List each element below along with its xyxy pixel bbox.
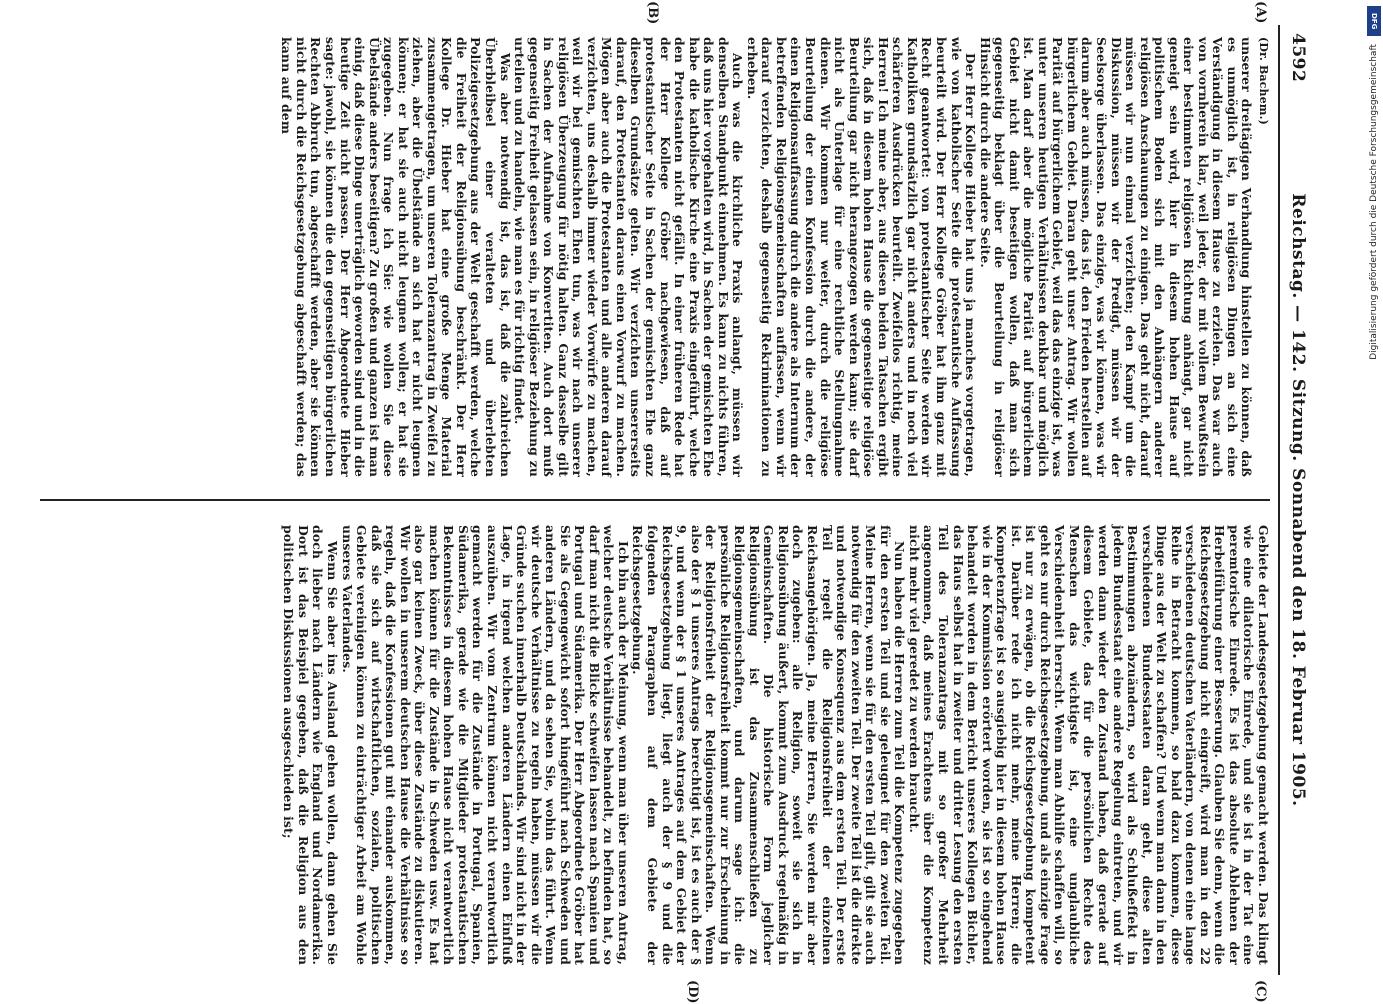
page-number: 4592 — [1288, 33, 1308, 83]
margin-marker-c: (C) — [1253, 980, 1268, 1003]
page-header — [1282, 25, 1310, 975]
left-column — [279, 37, 1270, 477]
header-rule — [1278, 25, 1280, 975]
margin-marker-b: (B) — [645, 1, 660, 25]
paragraph: Der Herr Kollege Hieber hat uns ja manches vorgetragen, wie von katholischer Seite die protestantische Auffassung beurteilt wird. Der Herr Kollege Gröber hat ihm ganz mit Recht geantwortet: von protestantischer Seite werden wir Katholiken grundsätzlich gar nicht anders und in noch viel schärferen Ausdrücken beurteilt. Zweifellos richtig, meine Herren! Ich meine aber, aus diesen beiden Tatsachen ergibt sich, daß in diesem hohen Hause die gegenseitige religiöse Beurteilung gar nicht herangezogen werden kann; sie darf nicht als Unterlage für eine rechtliche Stellungnahme dienen. Wir kommen nur weiter, durch die religiöse Beurteilung der einen Konfession durch die andere, der einen Religionsauffassung durch die andere als Internum der betreffenden Religionsgemeinschaften auffassen, wenn wir darauf verzichten, deshalb gegenseitig Rekriminationen zu erheben. — [744, 37, 979, 477]
speaker-label: (Dr. Bachem.) — [1257, 37, 1270, 125]
dfg-logo: DFG — [1367, 6, 1381, 36]
margin-marker-a: (A) — [1253, 1, 1268, 24]
right-column — [281, 525, 1270, 965]
paragraph: Auch was die kirchliche Praxis anlangt, müssen wir denselben Standpunkt einnehmen. Es kann zu nichts führen, daß uns hier vorgehalten wird, in Sachen der gemischten Ehe habe die katholische Kirche eine Praxis eingeführt, welche den Protestanten nicht gefällt. In einer früheren Rede hat der Herr Kollege Gröber nachgewiesen, daß auf protestantischer Seite in Sachen der gemischten Ehe ganz dieselben Grundsätze gelten. Wir verzichten unsererseits darauf, den Protestanten daraus einen Vorwurf zu machen. Mögen aber auch die Protestanten und alle anderen darauf verzichten, uns deshalb immer wieder Vorwürfe zu machen, weil wir bei gemischten Ehen tun, was wir nach unserer religiösen Überzeugung für nötig halten. Ganz dasselbe gilt in Sachen der Aufnahme von Konvertiten. Auch dort muß gegenseitig Freiheit gelassen sein, in religiöser Beziehung zu urteilen und zu handeln, wie man es für richtig findet. — [512, 37, 746, 477]
paragraph: Wenn Sie aber ins Ausland gehen wollen, dann gehen Sie doch lieber nach Ländern wie England und Nordamerika. Dort ist das Beispiel gegeben, daß die Religion aus den politischen Diskussionen ausgeschieden ist; — [281, 525, 340, 965]
column-divider — [40, 499, 1270, 501]
paragraph: Was aber notwendig ist, das ist, daß die zahlreichen Überbleibsel einer veralteten und überlebten Polizeigesetzgebung aus der Welt geschafft werden, welche die Freiheit der Religionsübung beschränkt. Der Herr Kollege Dr. Hieber hat eine große Menge Material zusammengetragen, um unseren Toleranzantrag in Zweifel zu ziehen, aber die Übelstände an sich hat er nicht leugnen können; er hat sie auch nicht leugnen wollen; er hat sie zugegeben. Nun frage ich Sie: wie wollen Sie diese Übelstände anders beseitigen? Zu großen und ganzen ist man einig, daß diese Dinge unerträglich geworden sind und in die heutige Zeit nicht passen. Der Herr Abgeordnete Hieber sagte: jawohl, sie können die den gegenseitigen bürgerlichen Rechten Abbruch tun, abgeschafft werden, aber sie können nicht durch die Reichsgesetzgebung abgeschafft werden; das kann auf dem — [279, 37, 513, 477]
margin-marker-d: (D) — [685, 980, 700, 1004]
paragraph: Gebiete der Landesgesetzgebung gemacht werden. Das klingt wie eine dilatorische Einrede, und sie ist in der Tat eine peremtorische Einrede. Es ist das absolute Ablehnen der Herbeiführung einer Besserung. Glauben Sie denn, wenn die Reichsgesetzgebung nicht eingreift, wird man in den 22 verschiedenen deutschen Vaterländern, von denen eine lange Reihe in Betracht kommen, so bald dazu kommen, diese Dinge aus der Welt zu schaffen? Und wenn man dann in den verschiedenen Bundesstaaten daran geht, diese alten Bestimmungen abzuändern, so wird als Schlußeffekt in jedem Bundesstaat eine andere Regelung eintreten, und wir werden dann wieder den Zustand haben, daß gerade auf diesem Gebiete, das für die persönlichen Rechte des Menschen das wichtigste ist, eine unglaubliche Verschiedenheit herrscht. Wenn man Abhilfe schaffen will, so geht es nur durch Reichsgesetzgebung, und als einzige Frage ist nur zu erwägen, ob die Reichsgesetzgebung kompetent ist. Darüber rede ich nicht mehr, meine Herren; die Kompetenzfrage ist so ausgiebig hier in diesem hohen Hause wie in der Kommission erörtert worden, sie ist so eingehend behandelt worden in dem Bericht unseres Kollegen Bichler, das Haus selbst hat in zweiter und dritter Lesung den ersten Teil des Toleranzantrags mit so großer Mehrheit angenommen, daß meines Erachtens über die Kompetenz nicht mehr viel geredet zu werden braucht. — [906, 525, 1271, 965]
page-title: Reichstag. — 142. Sitzung. Sonnabend den 18. Februar 1905. — [1288, 193, 1308, 807]
rotated-page — [20, 1, 1310, 1004]
paragraph: Ich bin auch der Meinung, wenn man über unseren Antrag, welcher deutsche Verhältnisse behandelt, zu befinden hat, so darf man nicht die Blicke schweifen lassen nach Spanien und Portugal und Südamerika. Der Herr Abgeordnete Gröber hat Sie als Gegengewicht sofort hingeführt nach Schweden und anderen Ländern, und da sehen Sie, wohin das führt. Wenn wir deutsche Verhältnisse zu regeln haben, müssen wir die Gründe suchen innerhalb Deutschlands. Wir sind nicht in der Lage, in irgend welchen anderen Ländern einen Einfluß auszuüben. Wir vom Zentrum können nicht verantwortlich gemacht werden für die Zustände in Portugal, Spanien, Südamerika, gerade wie die Mitglieder protestantischen Bekenntnisses in diesem hohen Hause nicht verantwortlich machen können für die Zustände in Schweden usw. Es hat also gar keinen Zweck, über diese Zustände zu diskutieren. Wir wollen in unserem deutschen Hause die Verhältnisse so regeln, daß die Konfessionen gut mit einander auskommen, daß sie sich auf wirtschaftlichen, sozialen, politischen Gebiete vereinigen können zu einträchtiger Arbeit am Wohle unseres Vaterlandes. — [339, 525, 631, 965]
digitization-note: Digitalisierung gefördert durch die Deutsche Forschungsgemeinschaft — [1369, 44, 1379, 360]
paragraph: unserer dreitägigen Verhandlung hinstellen zu können, daß es unmöglich ist, in religiösen Dingen an sich eine Verständigung in diesem Hause zu erzielen. Das war auch von vornherein klar, weil jeder, der mit vollem Bewußtsein einer bestimmten religiösen Richtung anhängt, gar nicht geneigt sein wird, hier in diesem hohen Hause auf politischem Boden sich mit den Anhängern anderer religiösen Anschauungen zu einigen. Das geht nicht, darauf müssen wir nun einmal verzichten; den Kampf um die Diskussion, müssen wir der Predigt, müssen wir der Seelsorge überlassen. Das einzige, was wir können, was wir darum aber auch müssen, das ist, den Frieden herstellen auf bürgerlichem Gebiet. Daran geht unser Antrag. Wir wollen Parität auf bürgerlichem Gebiet, weil das das einzige ist, was unter unseren heutigen Verhältnissen denkbar und möglich ist. Man darf aber die mögliche Parität auf bürgerlichem Gebiet nicht damit beseitigen wollen, daß man sich gegenseitig beklagt über die Beurteilung in religiöser Hinsicht durch die andere Seite. — [977, 37, 1255, 477]
paragraph: Nun haben die Herren zum Teil die Kompetenz zugegeben für den ersten Teil und sie geleugnet für den zweiten Teil. Meine Herren, wenn sie für den ersten Teil gilt, gilt sie auch notwendig für den zweiten Teil. Der zweite Teil ist die direkte und notwendige Konsequenz aus dem ersten Teil. Der erste Teil regelt die Religionsfreiheit der einzelnen Reichsangehörigen. Ja, meine Herren, Sie werden mir aber doch zugeben: alle Religion, soweit sie sich in Religionsübung äußert, kommt zum Ausdruck regelmäßig in Gemeinschaften. Die historische Form jeglicher Religionsübung ist das Zusammenschließen zu Religionsgemeinschaften, und darum sage ich: die persönliche Religionsfreiheit kommt nur zur Erscheinung in der Religionsfreiheit der Religionsgemeinschaften. Wenn also der § 1 unseres Antrags berechtigt ist, ist es auch der § 9, und wenn der § 1 unseres Antrages auf dem Gebiet der Reichsgesetzgebung liegt, liegt auch der § 9 und die folgenden Paragraphen auf dem Gebiete der Reichsgesetzgebung. — [630, 525, 908, 965]
